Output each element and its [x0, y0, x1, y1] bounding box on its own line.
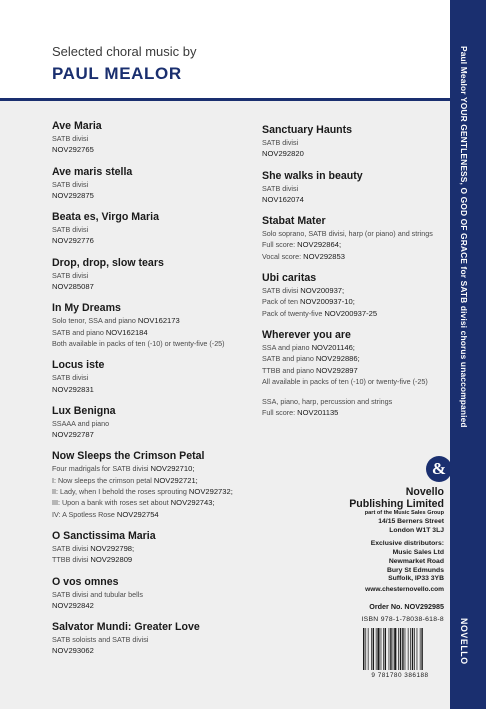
edition-label: Pack of twenty-five [262, 308, 323, 318]
catalogue-number: NOV292721; [153, 475, 198, 485]
catalogue-number: NOV162173 [137, 316, 180, 326]
catalogue-right-column [262, 119, 447, 419]
edition-label: SSA and piano [262, 342, 310, 352]
edition-label: Solo soprano, SATB divisi, harp (or piano) and strings [262, 229, 433, 239]
work-title: Ave Maria [52, 120, 102, 132]
catalogue-number: NOV292820 [262, 149, 304, 159]
edition-label: I: Now sleeps the crimson petal [52, 475, 152, 485]
work-entry [52, 210, 252, 247]
catalogue-number: NOV201135 [297, 408, 339, 418]
distributors-heading: Exclusive distributors: [370, 540, 444, 547]
work-edition-row [52, 475, 252, 486]
catalogue-number: NOV292743; [170, 498, 215, 508]
edition-label: Four madrigals for SATB divisi [52, 464, 149, 474]
isbn: ISBN 978-1-78038-618-8 [361, 616, 444, 623]
work-entry [52, 620, 252, 657]
work-title: O Sanctissima Maria [52, 529, 156, 542]
distributor-name: Music Sales Ltd [392, 549, 444, 556]
work-edition-row [52, 463, 252, 474]
work-title: Ubi caritas [262, 272, 317, 285]
work-number-row [262, 148, 447, 159]
work-entry [52, 404, 252, 441]
catalogue-number: NOV200937-25 [324, 308, 378, 318]
header [0, 0, 450, 99]
catalogue-number: NOV200937; [300, 286, 345, 296]
catalogue-number: NOV201146; [311, 342, 355, 352]
catalogue-number: NOV292864; [297, 240, 342, 250]
work-edition-row [262, 308, 447, 319]
work-entry [52, 165, 252, 202]
catalogue-number: NOV200937-10; [299, 297, 355, 307]
publisher-group: part of the Music Sales Group [364, 510, 444, 516]
barcode-bar [420, 628, 421, 670]
work-edition-row [52, 497, 252, 508]
work-scoring: SATB soloists and SATB divisi [52, 635, 149, 645]
header-intro: Selected choral music by [52, 44, 197, 59]
work-edition-row [52, 554, 252, 565]
barcode-bar [385, 628, 386, 670]
barcode-bar [412, 628, 413, 670]
work-title: Locus iste [52, 359, 105, 372]
barcode-bar [402, 628, 403, 670]
work-edition-row [262, 239, 447, 250]
catalogue-number: NOV292831 [52, 384, 94, 394]
barcode-bar [390, 628, 391, 670]
work-number-row [52, 645, 252, 656]
edition-label: IV: A Spotless Rose [52, 509, 115, 519]
work-entry [262, 271, 447, 319]
catalogue-number: NOV292787 [52, 430, 94, 440]
work-title: Salvator Mundi: Greater Love [52, 621, 200, 634]
website-link[interactable]: www.chesternovello.com [365, 586, 444, 593]
work-title: O vos omnes [52, 575, 119, 588]
note-full-score-row [262, 407, 447, 418]
publisher-name-line2: Publishing Limited [349, 498, 444, 510]
note-scoring: SSA, piano, harp, percussion and strings [262, 397, 393, 407]
catalogue-number: NOV292765 [52, 145, 94, 155]
publisher-address-city: London W1T 3LJ [389, 527, 444, 534]
spine-title: Paul Mealor YOUR GENTLENESS, O GOD OF GRACE for SATB divisi chorus unaccompanied [459, 46, 469, 428]
work-edition-row [52, 315, 252, 326]
catalogue-number: NOV292897 [315, 365, 358, 375]
edition-label: All available in packs of ten (-10) or twenty-five (-25) [262, 376, 428, 386]
distributor-county: Suffolk, IP33 3YB [388, 575, 444, 582]
work-number-row [262, 194, 447, 205]
work-title: Stabat Mater [262, 215, 326, 228]
work-edition-row [262, 342, 447, 353]
work-title: Sanctuary Haunts [262, 124, 353, 136]
work-edition-row [52, 338, 252, 349]
edition-label: Full score: [262, 408, 296, 418]
distributor-road: Newmarket Road [388, 558, 444, 565]
work-number-row [52, 144, 252, 155]
order-number: Order No. NOV292985 [369, 602, 444, 611]
work-title: Ave maris stella [52, 165, 133, 178]
barcode-bar [376, 628, 377, 670]
work-scoring: SATB divisi [52, 270, 89, 280]
work-title: She walks in beauty [262, 169, 363, 182]
work-title: Beata es, Virgo Maria [52, 211, 159, 224]
edition-label: Both available in packs of ten (-10) or twenty-five (-25) [52, 338, 225, 348]
work-edition-row [262, 251, 447, 262]
additional-edition-note [262, 396, 447, 419]
edition-label: Vocal score: [262, 251, 302, 261]
work-number-row [52, 600, 252, 611]
edition-label: Pack of ten [262, 297, 298, 307]
catalogue-number: NOV293062 [52, 646, 94, 656]
work-entry [262, 328, 447, 387]
work-edition-row [52, 327, 252, 338]
catalogue-number: NOV292732; [188, 487, 233, 497]
edition-label: SATB divisi [52, 543, 89, 553]
catalogue-number: NOV292842 [52, 600, 94, 610]
edition-label: Solo tenor, SSA and piano [52, 316, 136, 326]
barcode-bar [389, 628, 390, 670]
publisher-name-line1: Novello [405, 486, 444, 498]
work-scoring: SATB divisi [262, 138, 299, 147]
work-title: Lux Benigna [52, 404, 116, 417]
catalogue-number: NOV292710; [150, 464, 195, 474]
work-title: Wherever you are [262, 328, 351, 341]
catalogue-number: NOV292754 [116, 509, 159, 519]
edition-label: Full score: [262, 240, 296, 250]
work-title: Drop, drop, slow tears [52, 256, 164, 269]
work-edition-row [52, 509, 252, 520]
catalogue-number: NOV292776 [52, 236, 94, 246]
work-scoring: SATB divisi [52, 134, 89, 143]
barcode-bar [371, 628, 372, 670]
work-edition-row [262, 296, 447, 307]
work-entry [262, 123, 447, 160]
edition-label: SATB divisi [262, 286, 299, 296]
work-scoring: SATB divisi [52, 373, 89, 383]
barcode-bar [393, 628, 394, 670]
edition-label: TTBB divisi [52, 555, 89, 565]
work-scoring: SATB divisi [52, 179, 89, 189]
work-entry [52, 358, 252, 395]
work-edition-row [262, 365, 447, 376]
barcode [362, 628, 444, 670]
work-entry [52, 575, 252, 612]
work-edition-row [262, 285, 447, 296]
catalogue-left-column [52, 119, 252, 666]
barcode-bar [417, 628, 418, 670]
work-entry [52, 256, 252, 293]
catalogue-number: NOV162074 [262, 194, 304, 204]
work-number-row [52, 384, 252, 395]
distributor-town: Bury St Edmunds [386, 567, 444, 574]
publisher-address-street: 14/15 Berners Street [378, 518, 444, 525]
catalogue-number: NOV292798; [90, 543, 135, 553]
work-scoring: SSAAA and piano [52, 418, 110, 428]
work-entry [52, 119, 252, 156]
work-number-row [52, 429, 252, 440]
catalogue-number: NOV292886; [315, 354, 360, 364]
work-number-row [52, 281, 252, 292]
work-title: In My Dreams [52, 302, 121, 315]
barcode-bar [363, 628, 364, 670]
barcode-bar [394, 628, 396, 670]
catalogue-number: NOV292875 [52, 190, 94, 200]
barcode-bar [377, 628, 379, 670]
barcode-bar [414, 628, 415, 670]
work-entry [52, 301, 252, 349]
barcode-bar [383, 628, 384, 670]
novello-logo-icon: & [426, 456, 452, 482]
barcode-bar [400, 628, 401, 670]
work-number-row [52, 235, 252, 246]
work-entry [262, 169, 447, 206]
barcode-bar [368, 628, 369, 670]
work-edition-row [262, 353, 447, 364]
edition-label: SATB and piano [262, 354, 314, 364]
barcode-bar [381, 628, 382, 670]
work-scoring: SATB divisi [262, 183, 299, 193]
work-scoring: SATB divisi and tubular bells [52, 589, 143, 599]
edition-label: III: Upon a bank with roses set about [52, 498, 169, 508]
work-title: Now Sleeps the Crimson Petal [52, 450, 205, 463]
barcode-bar [410, 628, 411, 670]
publisher-name [300, 486, 444, 510]
work-entry [52, 449, 252, 519]
work-scoring: SATB divisi [52, 225, 89, 235]
work-edition-row [52, 486, 252, 497]
barcode-bar [408, 628, 409, 670]
catalogue-number: NOV292853 [303, 251, 345, 261]
barcode-digits: 9 781780 386188 [371, 672, 429, 679]
barcode-bar [365, 628, 366, 670]
barcode-bar [373, 628, 374, 670]
spine-brand: NOVELLO [459, 618, 469, 665]
work-edition-row [262, 228, 447, 239]
work-entry [262, 214, 447, 262]
work-number-row [52, 190, 252, 201]
work-entry [52, 529, 252, 566]
catalogue-number: NOV162184 [105, 327, 148, 337]
composer-name: PAUL MEALOR [52, 64, 182, 83]
work-edition-row [262, 376, 447, 387]
work-edition-row [52, 543, 252, 554]
edition-label: TTBB and piano [262, 365, 314, 375]
barcode-bar [405, 628, 406, 670]
catalogue-number: NOV292809 [90, 555, 133, 565]
barcode-bar [398, 628, 399, 670]
edition-label: SATB and piano [52, 327, 104, 337]
barcode-bar [421, 628, 422, 670]
catalogue-number: NOV285087 [52, 282, 94, 292]
edition-label: II: Lady, when I behold the roses sprouting [52, 487, 187, 497]
